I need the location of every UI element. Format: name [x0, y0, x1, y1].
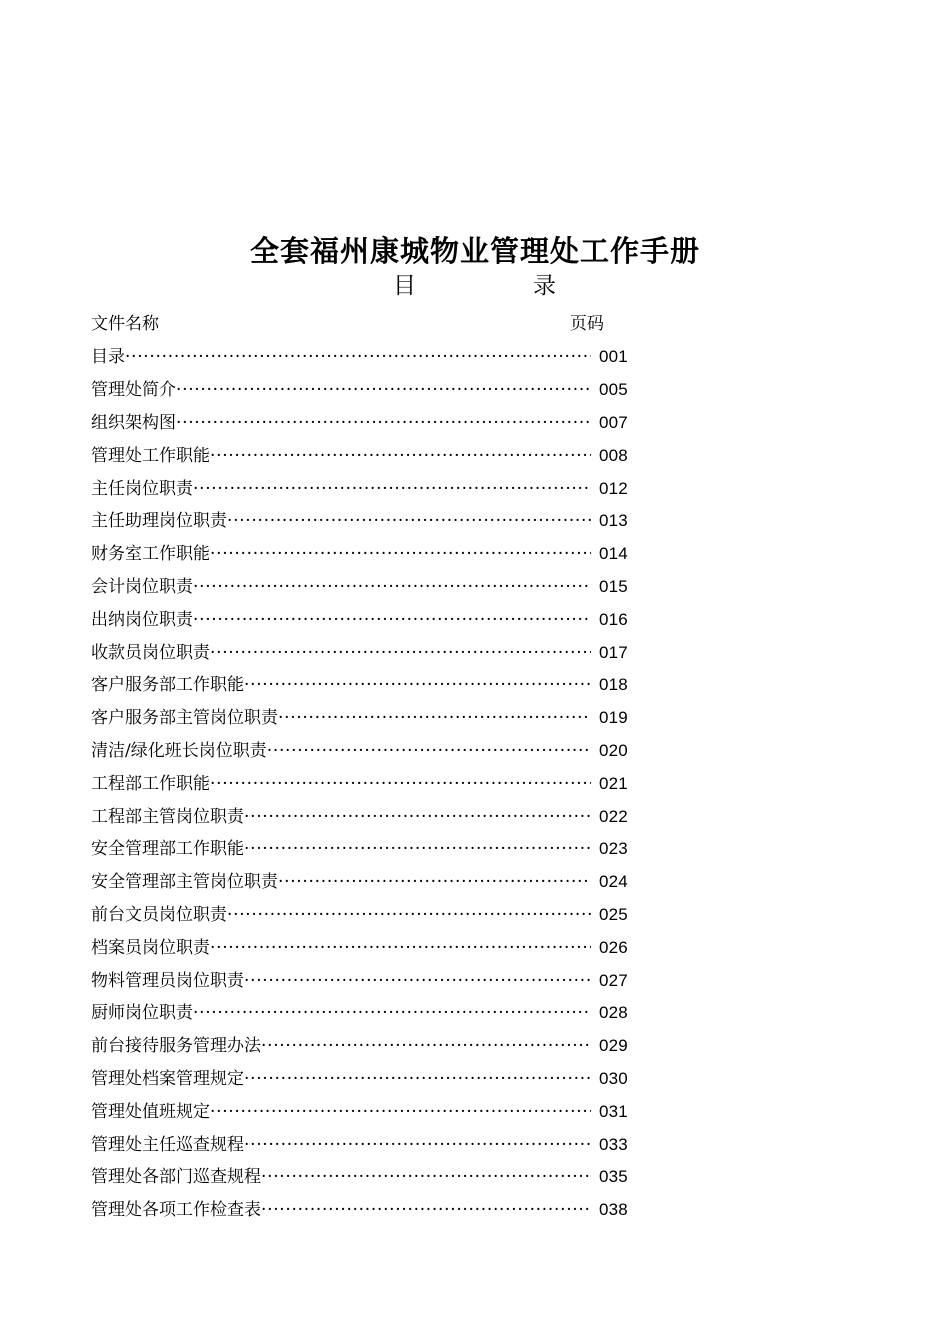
toc-dot-leader: [193, 608, 591, 632]
toc-dot-leader: [244, 1133, 591, 1157]
toc-entry: [91, 1095, 631, 1128]
toc-entry: [91, 374, 631, 407]
toc-entry-title: 管理处档案管理规定: [91, 1068, 244, 1089]
toc-dot-leader: [227, 509, 591, 533]
toc-entry: [91, 669, 631, 702]
toc-dot-leader: [267, 739, 591, 763]
toc-entry: [91, 1030, 631, 1063]
toc-entry-title: 管理处各项工作检查表: [91, 1200, 261, 1221]
toc-entry-title: 厨师岗位职责: [91, 1003, 193, 1024]
toc-entry-page: 019: [599, 708, 628, 728]
toc-dot-leader: [210, 641, 591, 665]
toc-entry-page: 038: [599, 1200, 628, 1220]
toc-dot-leader: [244, 805, 591, 829]
toc-entry: [91, 1063, 631, 1096]
toc-entry: [91, 767, 631, 800]
toc-entry-page: 025: [599, 904, 628, 924]
toc-entry-title: 管理处各部门巡查规程: [91, 1167, 261, 1188]
toc-entry-page: 014: [599, 544, 628, 564]
toc-entry: [91, 833, 631, 866]
toc-dot-leader: [193, 575, 591, 599]
toc-entry: [91, 702, 631, 735]
toc-entry-title: 出纳岗位职责: [91, 609, 193, 630]
toc-entry-page: 021: [599, 773, 628, 793]
toc-entry-title: 主任岗位职责: [91, 478, 193, 499]
toc-entry-page: 024: [599, 872, 628, 892]
toc-entry: [91, 964, 631, 997]
toc-entry-title: 收款员岗位职责: [91, 642, 210, 663]
toc-dot-leader: [261, 1198, 591, 1222]
toc-entry-page: 015: [599, 576, 628, 596]
toc-dot-leader: [244, 673, 591, 697]
toc-dot-leader: [278, 706, 591, 730]
toc-entry: [91, 997, 631, 1030]
toc-column-header: [91, 311, 631, 337]
toc-entry-page: 012: [599, 478, 628, 498]
toc-entry-page: 022: [599, 806, 628, 826]
toc-entry-page: 027: [599, 970, 628, 990]
toc-entry: [91, 603, 631, 636]
toc-entry-page: 029: [599, 1036, 628, 1056]
toc-entry-title: 前台文员岗位职责: [91, 904, 227, 925]
toc-entry: [91, 407, 631, 440]
toc-dot-leader: [227, 903, 591, 927]
toc-entry: [91, 636, 631, 669]
toc-dot-leader: [176, 378, 591, 402]
page-title: 全套福州康城物业管理处工作手册: [249, 234, 700, 269]
toc-entry-page: 020: [599, 740, 628, 760]
toc-dot-leader: [125, 345, 591, 369]
toc-dot-leader: [261, 1034, 591, 1058]
toc-entry-title: 组织架构图: [91, 412, 176, 433]
toc-entry: [91, 1161, 631, 1194]
toc-entry-title: 安全管理部工作职能: [91, 839, 244, 860]
toc-dot-leader: [210, 1100, 591, 1124]
column-file-name: 文件名称: [91, 314, 159, 334]
toc-entry-page: 031: [599, 1101, 628, 1121]
toc-entry-page: 001: [599, 347, 628, 367]
toc-dot-leader: [193, 1001, 591, 1025]
toc-entry: [91, 866, 631, 899]
toc-entry-page: 013: [599, 511, 628, 531]
toc-entry-page: 017: [599, 642, 628, 662]
toc-entry-title: 清洁/绿化班长岗位职责: [91, 740, 267, 761]
toc-entry: [91, 899, 631, 932]
toc-dot-leader: [193, 477, 591, 501]
toc-entry: [91, 472, 631, 505]
toc-entry-title: 管理处主任巡查规程: [91, 1134, 244, 1155]
toc-dot-leader: [210, 444, 591, 468]
toc-entry-title: 主任助理岗位职责: [91, 511, 227, 532]
toc-entry-title: 工程部工作职能: [91, 773, 210, 794]
toc-dot-leader: [261, 1165, 591, 1189]
toc-entry: [91, 800, 631, 833]
toc-entry-page: 023: [599, 839, 628, 859]
toc-list: [91, 341, 631, 1227]
toc-entry: [91, 1194, 631, 1227]
toc-dot-leader: [210, 772, 591, 796]
toc-entry-page: 028: [599, 1003, 628, 1023]
toc-entry: [91, 735, 631, 768]
toc-dot-leader: [244, 837, 591, 861]
toc-dot-leader: [210, 936, 591, 960]
toc-entry-page: 030: [599, 1068, 628, 1088]
toc-entry-title: 客户服务部工作职能: [91, 675, 244, 696]
toc-dot-leader: [278, 870, 591, 894]
toc-entry-title: 会计岗位职责: [91, 576, 193, 597]
toc-entry-title: 目录: [91, 347, 125, 368]
toc-heading-right: 录: [533, 273, 556, 299]
toc-entry: [91, 341, 631, 374]
toc-entry-title: 客户服务部主管岗位职责: [91, 708, 278, 729]
toc-entry-title: 前台接待服务管理办法: [91, 1036, 261, 1057]
toc-dot-leader: [176, 411, 591, 435]
toc-entry: [91, 439, 631, 472]
toc-entry-title: 管理处工作职能: [91, 445, 210, 466]
toc-entry: [91, 538, 631, 571]
toc-entry-title: 管理处值班规定: [91, 1101, 210, 1122]
toc-entry-page: 033: [599, 1134, 628, 1154]
toc-entry: [91, 931, 631, 964]
toc-entry-page: 008: [599, 445, 628, 465]
toc-entry-title: 安全管理部主管岗位职责: [91, 872, 278, 893]
toc-entry-title: 管理处简介: [91, 380, 176, 401]
toc-entry-title: 财务室工作职能: [91, 544, 210, 565]
toc-entry-page: 016: [599, 609, 628, 629]
toc-entry-page: 007: [599, 412, 628, 432]
toc-dot-leader: [210, 542, 591, 566]
toc-entry-page: 018: [599, 675, 628, 695]
toc-heading: [393, 268, 593, 304]
toc-dot-leader: [244, 969, 591, 993]
toc-entry: [91, 505, 631, 538]
toc-entry: [91, 1128, 631, 1161]
toc-entry-title: 档案员岗位职责: [91, 937, 210, 958]
toc-entry: [91, 571, 631, 604]
toc-dot-leader: [244, 1067, 591, 1091]
toc-entry-page: 035: [599, 1167, 628, 1187]
toc-entry-page: 005: [599, 380, 628, 400]
column-page: 页码: [570, 314, 604, 334]
toc-entry-title: 工程部主管岗位职责: [91, 806, 244, 827]
toc-heading-left: 目: [393, 273, 416, 299]
toc-entry-title: 物料管理员岗位职责: [91, 970, 244, 991]
toc-entry-page: 026: [599, 937, 628, 957]
